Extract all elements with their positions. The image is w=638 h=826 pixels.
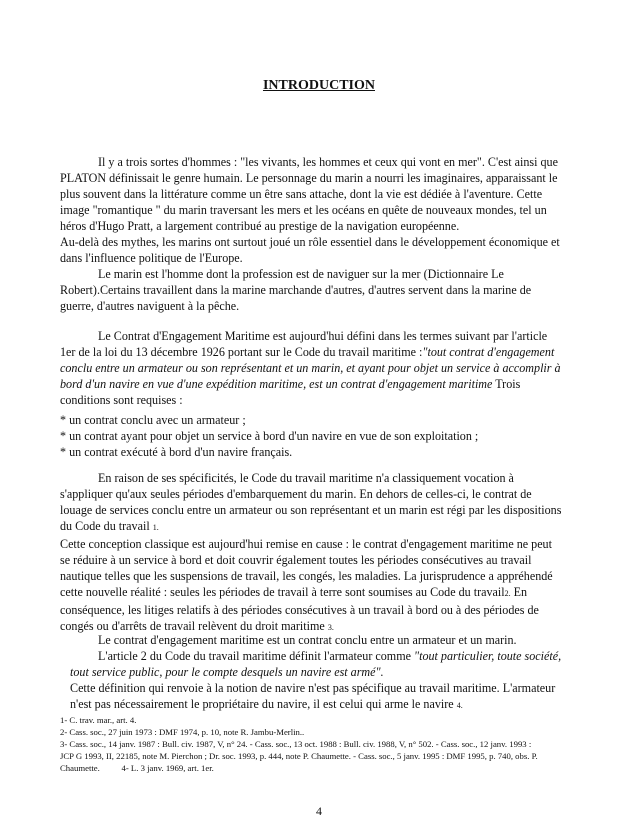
text-line: dans l'influence politique de l'Europe. [60, 251, 243, 265]
text-fragment: Trois [492, 377, 521, 391]
list-item: * un contrat exécuté à bord d'un navire français. [60, 445, 293, 459]
text-fragment: 1er de la loi du 13 décembre 1926 portant sur le Code du travail maritime : [60, 345, 423, 359]
text-line: se réduire à un service à bord et doit couvrir également toutes les périodes consécutives au travail [60, 553, 532, 567]
text-line: héros d'Hugo Pratt, a largement contribué au prestige de la navigation européenne. [60, 219, 460, 233]
text-line: Le Contrat d'Engagement Maritime est aujourd'hui défini dans les termes suivant par l'article [98, 329, 548, 343]
text-line [60, 584, 584, 602]
text-line: En raison de ses spécificités, le Code du travail maritime n'a classiquement vocation à [98, 471, 514, 485]
text-line [60, 664, 584, 680]
text-line [60, 360, 584, 376]
footnote: 1- C. trav. mar., art. 4. [60, 715, 137, 725]
text-line [60, 518, 584, 536]
footnote: Chaumette. 4- L. 3 janv. 1969, art. 1er. [60, 763, 214, 773]
quote-text: conclu entre un armateur ou son représentant et un marin, et ayant pour objet un service à accomplir à [60, 361, 561, 375]
text-fragment: cette nouvelle réalité : seules les périodes de travail à terre sont soumises au Code du travail [60, 585, 505, 599]
text-line: plus souvent dans la littérature comme un être sans attache, dont la vie est dédiée à l'aventure. Cette [60, 187, 543, 201]
conditions-list [60, 412, 584, 460]
text-line: Le marin est l'homme dont la profession est de naviguer sur la mer (Dictionnaire Le [98, 267, 504, 281]
paragraph-marin [60, 266, 584, 314]
footnote: 2- Cass. soc., 27 juin 1973 : DMF 1974, p. 10, note R. Jambu-Merlin.. [60, 727, 305, 737]
paragraph-contrat [60, 328, 584, 408]
footnote-ref: 3. [327, 623, 334, 632]
text-line: PLATON définissait le genre humain. Le personnage du marin a nourri les imaginaires, apparaissant le [60, 171, 558, 185]
quote-text: tout service public, pour le compte desquels un navire est armé". [70, 665, 384, 679]
text-fragment: En [510, 585, 528, 599]
text-line: Au-delà des mythes, les marins ont surtout joué un rôle essentiel dans le développement économique et [60, 235, 560, 249]
page-number: 4 [316, 804, 322, 818]
text-fragment: congés ou d'arrêts de travail relèvent du droit maritime [60, 619, 325, 633]
quote-text: bord d'un navire en vue d'une expédition maritime, est un contrat d'engagement maritime [60, 377, 493, 391]
text-fragment: n'est pas nécessairement le propriétaire du navire, il est celui qui arme le navire [70, 697, 454, 711]
footnote-ref: 1. [152, 523, 159, 532]
list-item: * un contrat conclu avec un armateur ; [60, 413, 246, 427]
footnote: JCP G 1993, II, 22185, note M. Pierchon ; Dr. soc. 1993, p. 444, note P. Chaumette. - Cass. soc., 5 janv. 1995 : DMF 1995, p. 740, obs. P. [60, 751, 538, 761]
text-line [60, 376, 584, 392]
text-line [60, 696, 584, 714]
text-line: nautique telles que les suspensions de travail, les congés, les maladies. La jurisprudence a appréhendé [60, 569, 553, 583]
text-line: louage de services conclu entre un armateur ou son représentant et un marin est régi par les dispositions [60, 503, 562, 517]
text-line: guerre, d'autres naviguent à la pêche. [60, 299, 240, 313]
text-line: image "romantique " du marin traversant les mers et les océans en quête de nouveaux mondes, tel un [60, 203, 547, 217]
list-item: * un contrat ayant pour objet un service à bord d'un navire en vue de son exploitation ; [60, 429, 479, 443]
text-line: Robert).Certains travaillent dans la marine marchande d'autres, d'autres servent dans la marine de [60, 283, 532, 297]
footnote: 3- Cass. soc., 14 janv. 1987 : Bull. civ. 1987, V, n° 24. - Cass. soc., 13 oct. 1988 : Bull. civ. 1988, V, n° 502. - Cass. soc., 12 janv. 1993 : [60, 739, 532, 749]
paragraph-code-travail [60, 470, 584, 636]
footnote-ref: 4. [456, 701, 463, 710]
text-line [60, 344, 584, 360]
text-line: Le contrat d'engagement maritime est un contrat conclu entre un armateur et un marin. [98, 633, 517, 647]
footnote-ref: 2. [504, 589, 511, 598]
text-fragment: du Code du travail [60, 519, 150, 533]
text-fragment: L'article 2 du Code du travail maritime définit l'armateur comme [98, 649, 414, 663]
paragraph-armateur [60, 632, 584, 714]
text-line [60, 648, 584, 664]
paragraph-intro [60, 154, 584, 266]
text-line: Il y a trois sortes d'hommes : "les vivants, les hommes et ceux qui vont en mer". C'est ainsi que [98, 155, 558, 169]
quote-text: "tout contrat d'engagement [422, 345, 555, 359]
text-line: conséquence, les litiges relatifs à des périodes consécutives à un travail à bord ou à des périodes de [60, 603, 539, 617]
text-line: conditions sont requises : [60, 393, 183, 407]
text-line: s'appliquer qu'aux seules périodes d'embarquement du marin. En dehors de celles-ci, le contrat de [60, 487, 532, 501]
quote-text: "tout particulier, toute société, [414, 649, 562, 663]
text-line: Cette définition qui renvoie à la notion de navire n'est pas spécifique au travail maritime. L'armateur [70, 681, 556, 695]
page-title: INTRODUCTION [262, 78, 375, 93]
footnotes [60, 714, 584, 774]
text-line: Cette conception classique est aujourd'hui remise en cause : le contrat d'engagement maritime ne peut [60, 537, 552, 551]
